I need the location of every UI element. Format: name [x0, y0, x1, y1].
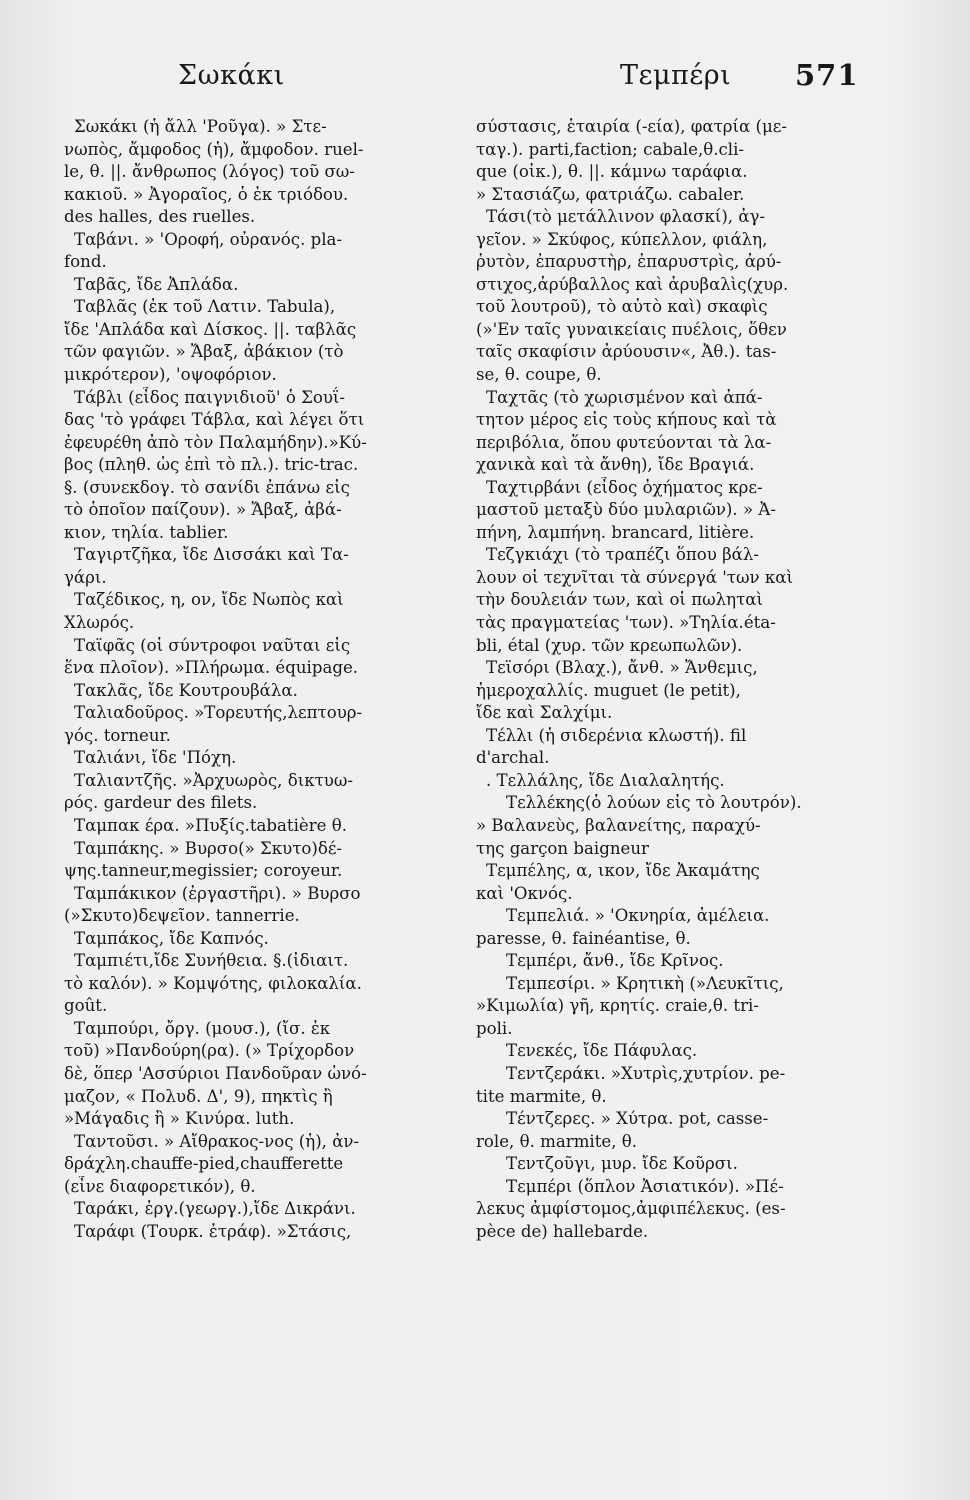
- dictionary-line: le, θ. ||. ἄνθρωπος (λόγος) τοῦ σω-: [64, 162, 355, 182]
- dictionary-line: τὸ καλόν). » Κομψότης, φιλοκαλία.: [64, 973, 362, 993]
- dictionary-line: Τάσι(τὸ μετάλλινον φλασκί), ἀγ-: [486, 207, 766, 227]
- dictionary-line: ρός. gardeur des filets.: [64, 793, 258, 813]
- dictionary-line: χανικὰ καὶ τὰ ἄνθη), ἴδε Βραγιά.: [476, 455, 755, 475]
- dictionary-line: μαστοῦ μεταξὺ δύο μυλαριῶν). » Ἀ-: [476, 500, 776, 520]
- dictionary-line: Ταβλᾶς (ἐκ τοῦ Λατιν. Tabula),: [74, 297, 336, 317]
- header-right-guide-word: Τεμπέρι: [620, 60, 732, 91]
- dictionary-line: Ταμπάκικον (ἐργαστῆρι). » Βυρσο: [74, 883, 361, 903]
- dictionary-line: βος (πληθ. ὡς ἐπὶ τὸ πλ.). tric-trac.: [64, 455, 359, 475]
- dictionary-line: Τεμπέρι (ὅπλον Ἀσιατικόν). »Πέ-: [506, 1176, 784, 1196]
- dictionary-line: goût.: [64, 996, 108, 1016]
- dictionary-line: se, θ. coupe, θ.: [476, 365, 602, 385]
- dictionary-line: κακιοῦ. » Ἀγοραῖος, ὁ ἐκ τριόδου.: [64, 184, 349, 204]
- dictionary-line: »Μάγαδις ἢ » Κινύρα. luth.: [64, 1109, 295, 1129]
- dictionary-line: Τελλέκης(ὁ λούων εἰς τὸ λουτρόν).: [506, 793, 802, 813]
- dictionary-line: τὴν δουλειάν των, καὶ οἱ πωληταὶ: [476, 590, 764, 610]
- dictionary-line: Ταβάνι. » 'Οροφή, οὐρανός. pla-: [74, 229, 343, 249]
- dictionary-line: paresse, θ. fainéantise, θ.: [476, 928, 691, 948]
- dictionary-line: γεῖον. » Σκύφος, κύπελλον, φιάλη,: [476, 229, 768, 249]
- dictionary-line: ψης.tanneur,megissier; coroyeur.: [64, 861, 343, 881]
- dictionary-line: Χλωρός.: [64, 613, 135, 633]
- dictionary-line: Τενεκές, ἴδε Πάφυλας.: [506, 1041, 698, 1061]
- dictionary-line: τοῦ λουτροῦ), τὸ αὐτὸ καὶ) σκαφὶς: [476, 297, 768, 317]
- dictionary-line: Τεζγκιάχι (τὸ τραπέζι ὅπου βάλ-: [486, 545, 760, 565]
- dictionary-line: Τεντζεράκι. »Χυτρὶς,χυτρίον. pe-: [506, 1063, 786, 1083]
- dictionary-line: bli, étal (χυρ. τῶν κρεωπωλῶν).: [476, 635, 743, 655]
- dictionary-line: fond.: [64, 252, 107, 272]
- dictionary-line: role, θ. marmite, θ.: [476, 1131, 638, 1151]
- dictionary-line: σύστασις, ἑταιρία (-εία), φατρία (με-: [476, 117, 787, 136]
- dictionary-line: §. (συνεκδογ. τὸ σανίδι ἐπάνω εἰς: [64, 477, 350, 497]
- dictionary-line: pèce de) hallebarde.: [476, 1221, 649, 1241]
- dictionary-line: μικρότερον), 'οψοφόριον.: [64, 365, 277, 385]
- dictionary-line: Τακλᾶς, ἴδε Κουτρουβάλα.: [74, 680, 298, 700]
- dictionary-line: Ταράκι, ἐργ.(γεωργ.),ἴδε Δικράνι.: [74, 1199, 356, 1219]
- dictionary-line: tite marmite, θ.: [476, 1086, 607, 1106]
- dictionary-line: Ταμπάκης. » Βυρσο(» Σκυτο)δέ-: [74, 838, 343, 858]
- running-header: [0, 60, 970, 100]
- dictionary-line: » Βαλανεὺς, βαλανείτης, παραχύ-: [476, 815, 761, 835]
- dictionary-line: περιβόλια, ὅπου φυτεύονται τὰ λα-: [476, 432, 772, 452]
- dictionary-line: δράχλη.chauffe-pied,chaufferette: [64, 1154, 344, 1174]
- dictionary-line: Ταμπάκος, ἴδε Καπνός.: [74, 928, 269, 948]
- dictionary-line: λουν οἱ τεχνῖται τὰ σύνεργά 'των καὶ: [476, 567, 793, 587]
- dictionary-line: καὶ 'Οκνός.: [476, 883, 573, 903]
- dictionary-line: Τέλλι (ἡ σιδερένια κλωστή). fil: [486, 725, 747, 745]
- dictionary-line: que (οἰκ.), θ. ||. κάμνω ταράφια.: [476, 162, 748, 182]
- dictionary-line: ἴδε 'Απλάδα καὶ Δίσκος. ||. ταβλᾶς: [64, 319, 357, 339]
- dictionary-line: Σωκάκι (ἡ ἄλλ 'Ροῦγα). » Στε-: [74, 117, 327, 136]
- dictionary-line: Ταχτιρβάνι (εἶδος ὀχήματος κρε-: [486, 477, 763, 497]
- dictionary-line: (»'Εν ταῖς γυναικείαις πυέλοις, ὅθεν: [476, 319, 787, 339]
- dictionary-line: στιχος,ἀρύβαλλος καὶ ἀρυβαλὶς(χυρ.: [476, 274, 789, 294]
- dictionary-line: Ταζέδικος, η, ον, ἴδε Νωπὸς καὶ: [74, 590, 344, 610]
- dictionary-line: Τεϊσόρι (Βλαχ.), ἄνθ. » Ἄνθεμις,: [486, 658, 758, 678]
- dictionary-line: τὸ ὁποῖον παίζουν). » Ἄβαξ, ἀβά-: [64, 500, 342, 520]
- dictionary-line: Ταμπιέτι,ἴδε Συνήθεια. §.(ἰδιαιτ.: [74, 951, 349, 971]
- dictionary-line: ταῖς σκαφίσιν ἀρύουσιν«, Ἀθ.). tas-: [476, 342, 777, 362]
- dictionary-line: ἴδε καὶ Σαλχίμι.: [476, 703, 613, 723]
- dictionary-line: ἕνα πλοῖον). »Πλήρωμα. équipage.: [64, 658, 359, 678]
- dictionary-line: Ταλιαδοῦρος. »Τορευτής,λεπτουρ-: [74, 703, 363, 723]
- dictionary-line: (»Σκυτο)δεψεῖον. tannerrie.: [64, 906, 300, 926]
- dictionary-line: τοῦ) »Πανδούρη(ρα). (» Τρίχορδον: [64, 1041, 355, 1061]
- dictionary-line: τὰς πραγματείας 'των). »Τηλία.éta-: [476, 613, 776, 633]
- dictionary-line: Ταμπακ έρα. »Πυξίς.tabatière θ.: [74, 815, 348, 835]
- dictionary-line: νωπὸς, ἄμφοδος (ἡ), ἄμφοδον. ruel-: [64, 139, 364, 159]
- dictionary-line: ταγ.). parti,faction; cabale,θ.cli-: [476, 139, 745, 159]
- dictionary-line: Ταράφι (Τουρκ. ἐτράφ). »Στάσις,: [74, 1221, 352, 1241]
- dictionary-line: des halles, des ruelles.: [64, 207, 256, 227]
- dictionary-line: Ταλιάνι, ἴδε 'Πόχη.: [74, 748, 237, 768]
- dictionary-line: Τεμπελιά. » 'Οκνηρία, ἀμέλεια.: [506, 906, 770, 926]
- dictionary-line: Τέντζερες. » Χύτρα. pot, casse-: [506, 1109, 769, 1129]
- dictionary-line: ῥυτὸν, ἐπαρυστὴρ, ἐπαρυστρὶς, ἀρύ-: [476, 252, 782, 272]
- dictionary-line: »Κιμωλία) γῆ, κρητίς. craie,θ. tri-: [476, 996, 759, 1016]
- dictionary-line: Ταντοῦσι. » Αἴθρακος-νος (ἡ), ἀν-: [74, 1131, 360, 1151]
- dictionary-line: Τεμπεσίρι. » Κρητικὴ (»Λευκῖτις,: [506, 973, 784, 993]
- dictionary-line: d'archal.: [476, 748, 550, 768]
- dictionary-line: Ταβᾶς, ἴδε Ἀπλάδα.: [74, 274, 239, 294]
- dictionary-line: Ταγιρτζῆκα, ἴδε Δισσάκι καὶ Τα-: [74, 545, 349, 565]
- dictionary-line: Ταϊφᾶς (οἱ σύντροφοι ναῦται εἰς: [74, 635, 351, 655]
- right-column: [476, 116, 858, 1243]
- dictionary-line: μαζον, « Πολυδ. Δ', 9), πηκτὶς ἢ: [64, 1086, 333, 1106]
- dictionary-line: Τάβλι (εἶδος παιγνιδιοῦ' ὁ Σουΐ-: [74, 387, 346, 407]
- dictionary-line: » Στασιάζω, φατριάζω. cabaler.: [476, 184, 745, 204]
- dictionary-line: Ταμπούρι, ὄργ. (μουσ.), (ἴσ. ἐκ: [74, 1018, 331, 1038]
- dictionary-line: δας 'τὸ γράφει Τάβλα, καὶ λέγει ὅτι: [64, 410, 365, 430]
- dictionary-line: τῶν φαγιῶν. » Ἄβαξ, ἀβάκιον (τὸ: [64, 342, 344, 362]
- dictionary-line: γάρι.: [64, 567, 107, 587]
- dictionary-line: δὲ, ὅπερ 'Ασσύριοι Πανδοῦραν ὠνό-: [64, 1063, 367, 1083]
- dictionary-line: . Τελλάλης, ἴδε Διαλαλητής.: [486, 770, 725, 790]
- dictionary-line: Ταχτᾶς (τὸ χωρισμένον καὶ ἀπά-: [486, 387, 763, 407]
- header-left-guide-word: Σωκάκι: [178, 60, 285, 91]
- dictionary-line: Τεντζοῦγι, μυρ. ἴδε Κοῦρσι.: [506, 1154, 738, 1174]
- dictionary-line: poli.: [476, 1018, 513, 1038]
- left-column: [64, 116, 446, 1243]
- dictionary-line: ἐφευρέθη ἀπὸ τὸν Παλαμήδην).»Κύ-: [64, 432, 367, 452]
- dictionary-line: της garçon baigneur: [476, 838, 649, 858]
- dictionary-line: λεκυς ἀμφίστομος,ἀμφιπέλεκυς. (es-: [476, 1199, 786, 1219]
- dictionary-line: ἡμεροχαλλίς. muguet (le petit),: [476, 680, 741, 700]
- dictionary-line: τητον μέρος εἰς τοὺς κήπους καὶ τὰ: [476, 410, 777, 430]
- dictionary-line: πήνη, λαμπήνη. brancard, litière.: [476, 522, 755, 542]
- dictionary-line: (εἶνε διαφορετικόν), θ.: [64, 1176, 256, 1196]
- dictionary-line: κιον, τηλία. tablier.: [64, 522, 229, 542]
- dictionary-line: Ταλιαντζῆς. »Ἀρχυωρὸς, δικτυω-: [74, 770, 353, 790]
- page-number: 571: [795, 58, 859, 92]
- dictionary-line: Τεμπέρι, ἄνθ., ἴδε Κρῖνος.: [506, 951, 724, 971]
- dictionary-line: Τεμπέλης, α, ικον, ἴδε Ἀκαμάτης: [486, 861, 760, 881]
- dictionary-line: γός. torneur.: [64, 725, 171, 745]
